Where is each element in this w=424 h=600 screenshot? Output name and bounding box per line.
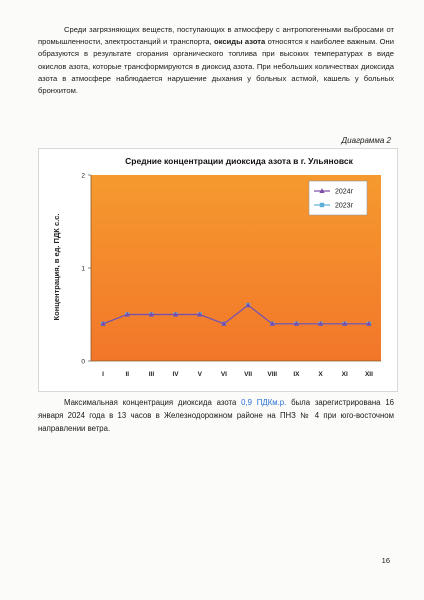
legend-label: 2023г — [335, 202, 354, 210]
max-text-2: была зарегистрирована 16 января 2024 года в 13 часов в Железнодорожном районе на ПНЗ № 4 при юго-восточном направлении ветра. — [38, 398, 394, 433]
x-tick-label: II — [125, 371, 130, 378]
x-tick-label: VI — [220, 371, 227, 378]
x-tick-label: V — [197, 371, 202, 378]
legend-box — [309, 181, 367, 215]
intro-text-1: Среди загрязняющих веществ, поступающих в атмосферу с антропогенными выбросами от промышленности, электростанций и транспорта, — [38, 25, 394, 47]
x-tick-label: X — [318, 371, 323, 378]
page-number: 16 — [381, 556, 390, 565]
max-text-1: Максимальная концентрация диоксида азота — [64, 398, 242, 407]
chart-legend — [309, 181, 367, 215]
x-tick-label: VIII — [267, 371, 278, 378]
legend-marker — [320, 203, 324, 207]
x-tick-label: III — [148, 371, 155, 378]
diagram-caption: Диаграмма 2 — [341, 136, 391, 145]
intro-text-2: относятся к наиболее важным. Они образуются в результате сгорания органического топлива при высоких температурах в виде окислов азота, которые трансформируются в диоксид азота. При небольших количествах диоксида азота в атмосфере наблюдается нарушение дыхания у больных астмой, кашель у больных бронхитом. — [38, 37, 394, 96]
chart-title: Средние концентрации диоксида азота в г. Ульяновск — [125, 156, 353, 166]
max-concentration-paragraph — [38, 396, 394, 435]
x-tick-label: I — [102, 371, 104, 378]
max-value-highlight: 0,9 ПДКм.р. — [241, 398, 287, 407]
x-tick-label: VII — [244, 371, 253, 378]
y-tick-label: 2 — [81, 172, 85, 180]
no2-line-chart — [39, 149, 397, 391]
chart-frame — [38, 148, 398, 392]
y-axis-label: Концентрация, в ед. ПДК с.с. — [52, 213, 61, 321]
intro-paragraph — [38, 24, 394, 97]
y-tick-label: 0 — [81, 358, 85, 366]
y-tick-label: 1 — [81, 265, 85, 273]
x-tick-label: XI — [341, 371, 348, 378]
x-tick-label: IX — [293, 371, 300, 378]
x-tick-label: IV — [172, 371, 179, 378]
x-tick-label: XII — [364, 371, 373, 378]
intro-bold-term: оксиды азота — [214, 37, 266, 47]
legend-label: 2024г — [335, 188, 354, 196]
